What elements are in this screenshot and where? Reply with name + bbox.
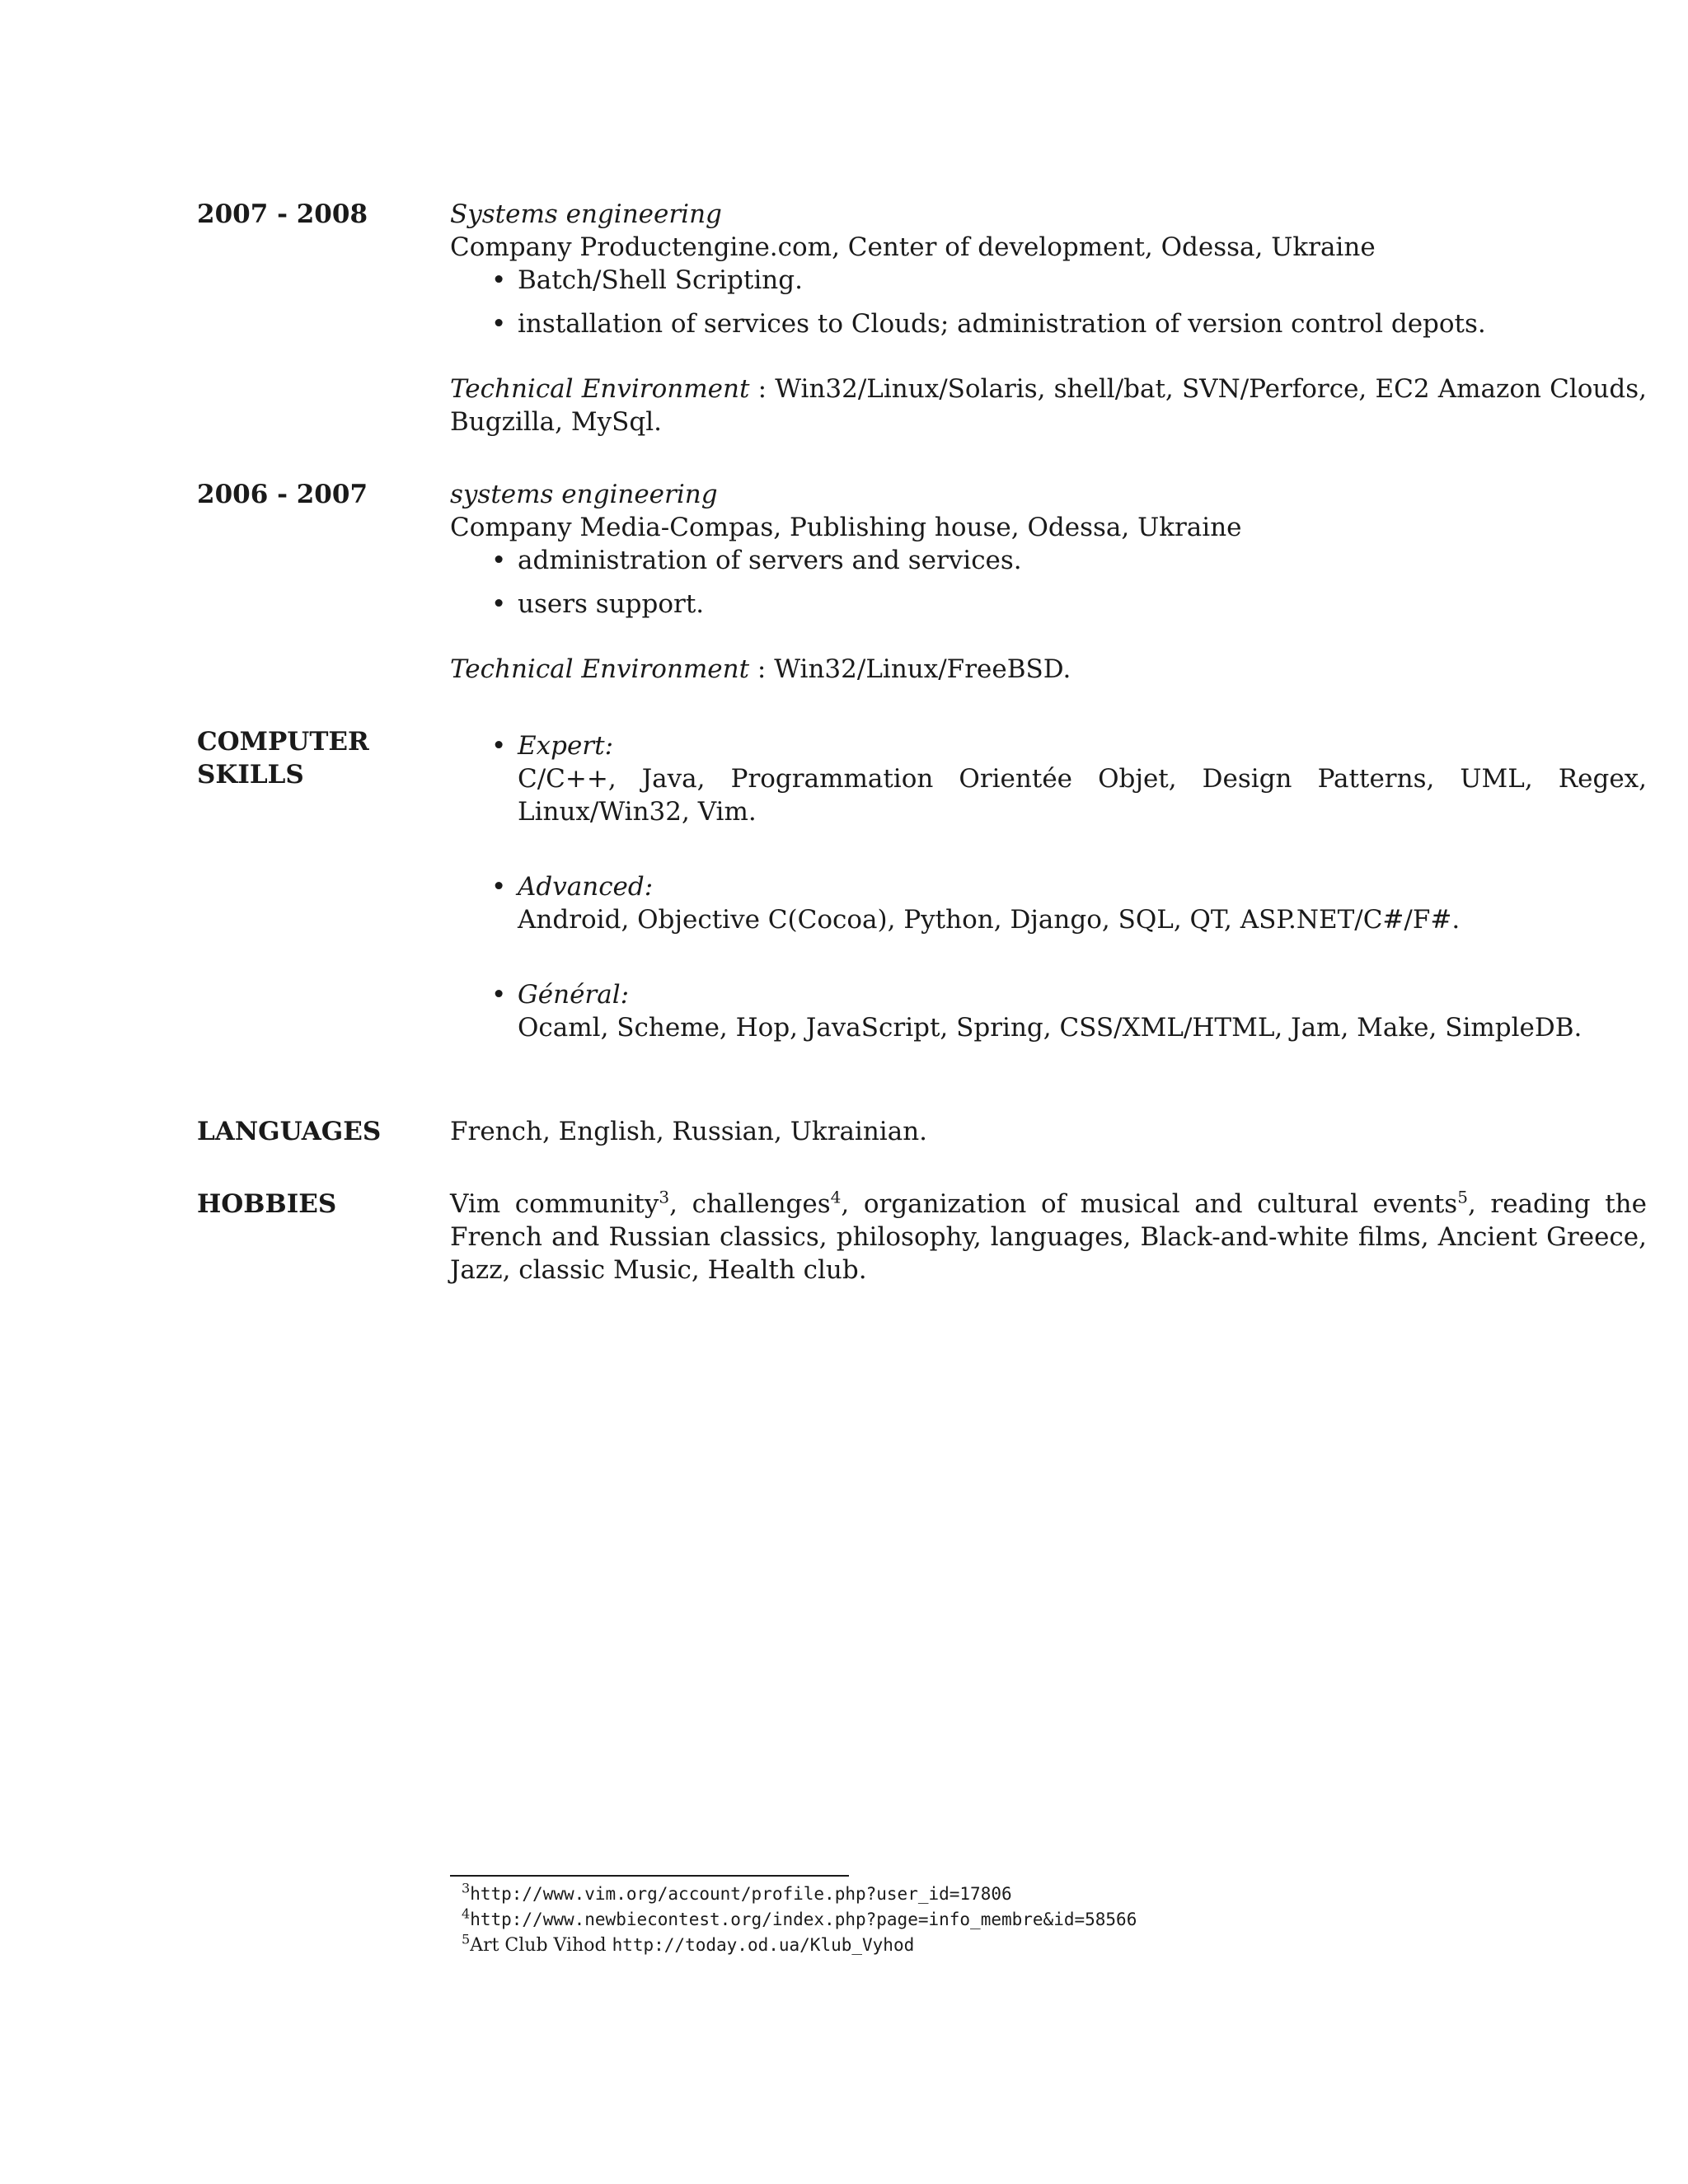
job-task: • users support.	[450, 588, 1647, 621]
skills-content	[450, 729, 1647, 1044]
footnote-number: 3	[462, 1880, 471, 1896]
hobby-text: Vim community	[450, 1189, 659, 1219]
env-label: Technical Environment	[450, 374, 750, 404]
job-tasks	[450, 544, 1647, 621]
footnote-link[interactable]: http://www.vim.org/account/profile.php?user_id=17806	[470, 1884, 1012, 1904]
footnote-prefix: Art Club Vihod	[470, 1935, 612, 1956]
skills-list	[450, 729, 1647, 1044]
job-task: • Batch/Shell Scripting.	[450, 264, 1647, 297]
section-label: HOBBIES	[197, 1189, 337, 1219]
job-details	[450, 198, 1647, 438]
languages-content	[450, 1115, 1647, 1148]
job-company: Company Media-Compas, Publishing house, Odessa, Ukraine	[450, 513, 1242, 542]
footnote-link[interactable]: http://today.od.ua/Klub_Vyhod	[612, 1935, 915, 1955]
job-company: Company Productengine.com, Center of development, Odessa, Ukraine	[450, 232, 1376, 262]
technical-environment	[450, 653, 1647, 686]
footnote-number: 4	[462, 1905, 471, 1922]
hobbies-content	[450, 1188, 1647, 1286]
job-tasks	[450, 264, 1647, 340]
footnote-mark: 3	[659, 1187, 670, 1207]
env-value: Win32/Linux/FreeBSD.	[774, 654, 1071, 684]
skill-group	[450, 729, 1647, 828]
section-label: LANGUAGES	[197, 1117, 382, 1146]
env-label: Technical Environment	[450, 654, 750, 684]
skill-level: • Advanced:	[518, 872, 654, 902]
footnote	[462, 1933, 1533, 1958]
job-details	[450, 478, 1647, 686]
footnote	[462, 1907, 1533, 1933]
footnote	[462, 1882, 1533, 1907]
job-period: 2007 - 2008	[197, 199, 368, 229]
footnote-mark: 4	[830, 1187, 842, 1207]
technical-environment	[450, 373, 1647, 438]
env-separator: :	[749, 374, 776, 404]
skill-group	[450, 978, 1647, 1044]
hobby-text: , challenges	[669, 1189, 831, 1219]
section-label: COMPUTER SKILLS	[197, 727, 369, 790]
skill-items: C/C++, Java, Programmation Orientée Objet, Design Patterns, UML, Regex, Linux/Win32, Vim.	[518, 764, 1647, 827]
footnote-link[interactable]: http://www.newbiecontest.org/index.php?page=info_membre&id=58566	[470, 1910, 1137, 1929]
languages-text: French, English, Russian, Ukrainian.	[450, 1117, 928, 1146]
hobby-text: , reading the French and Russian classics, philosophy, languages, Black-and-white films, Ancient Greece, Jazz, classic Music, Health club.	[450, 1189, 1647, 1285]
job-task: • installation of services to Clouds; administration of version control depots.	[450, 307, 1647, 340]
footnote-rule	[450, 1875, 849, 1877]
job-title: systems engineering	[450, 480, 718, 509]
footnote-mark: 5	[1457, 1187, 1468, 1207]
skill-level: • Général:	[518, 980, 630, 1010]
hobbies-text	[450, 1188, 1647, 1286]
env-separator: :	[749, 654, 775, 684]
skill-level: • Expert:	[518, 731, 614, 761]
env-value: Win32/Linux/Solaris, shell/bat, SVN/Perforce, EC2 Amazon Clouds, Bugzilla, MySql.	[450, 374, 1647, 437]
job-period: 2006 - 2007	[197, 480, 368, 509]
hobby-text: , organization of musical and cultural events	[841, 1189, 1458, 1219]
skill-group	[450, 870, 1647, 936]
footnotes	[462, 1882, 1533, 1958]
job-title: Systems engineering	[450, 199, 722, 229]
job-task: • administration of servers and services.	[450, 544, 1647, 577]
footnote-number: 5	[462, 1931, 471, 1947]
skill-items: Android, Objective C(Cocoa), Python, Django, SQL, QT, ASP.NET/C#/F#.	[518, 905, 1461, 935]
skill-items: Ocaml, Scheme, Hop, JavaScript, Spring, CSS/XML/HTML, Jam, Make, SimpleDB.	[518, 1013, 1582, 1043]
